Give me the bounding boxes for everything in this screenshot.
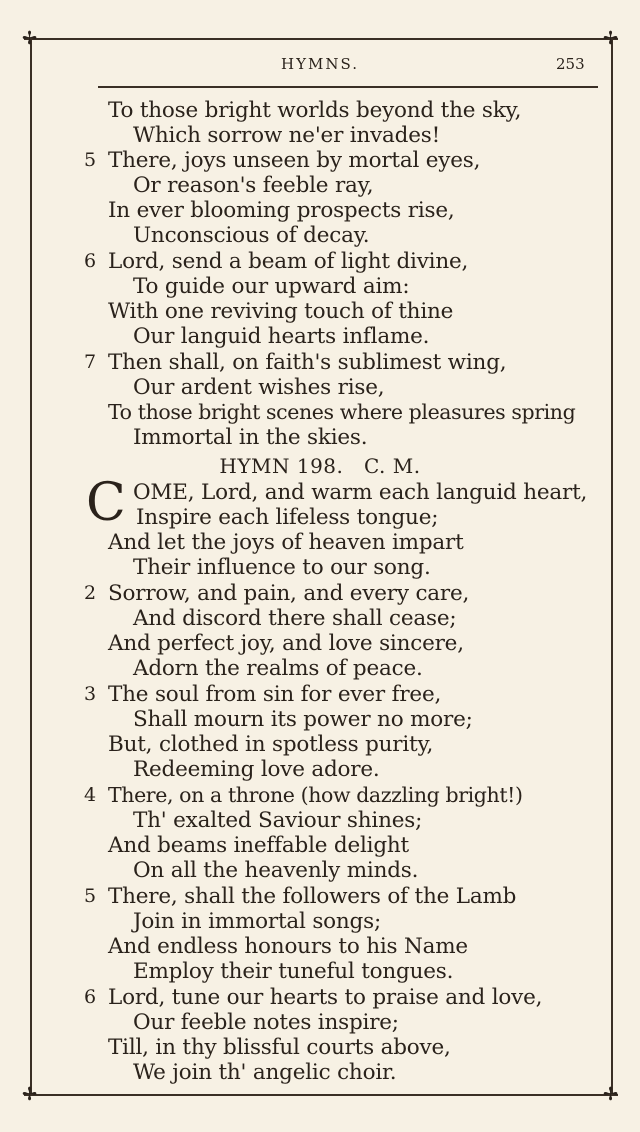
verse-line: The soul from sin for ever free,: [108, 682, 442, 707]
verse-line: There, shall the followers of the Lamb: [108, 884, 517, 909]
verse-line: OME, Lord, and warm each languid heart,: [133, 480, 588, 505]
verse-line: And let the joys of heaven impart: [108, 530, 464, 555]
bottom-border-rule: [24, 1094, 618, 1096]
verse-line: Lord, tune our hearts to praise and love,: [108, 985, 543, 1010]
verse-line: On all the heavenly minds.: [133, 858, 419, 883]
verse-number: 5: [84, 149, 97, 171]
verse-line: And discord there shall cease;: [133, 606, 457, 631]
verse-number: 2: [84, 582, 97, 604]
corner-ornament-icon: ✢: [22, 1084, 38, 1105]
verse-line: Our ardent wishes rise,: [133, 375, 385, 400]
hymn-title: HYMN 198. C. M.: [219, 454, 421, 478]
verse-line: Their influence to our song.: [133, 555, 431, 580]
verse-line: Join in immortal songs;: [133, 909, 381, 934]
verse-line: Or reason's feeble ray,: [133, 173, 374, 198]
drop-cap: C: [86, 473, 126, 533]
verse-number: 6: [84, 986, 97, 1008]
verse-line: To guide our upward aim:: [133, 274, 410, 299]
right-border-rule: [611, 40, 613, 1096]
verse-line: Redeeming love adore.: [133, 757, 380, 782]
verse-line: We join th' angelic choir.: [133, 1060, 397, 1085]
verse-number: 6: [84, 250, 97, 272]
verse-line: With one reviving touch of thine: [108, 299, 454, 324]
verse-line: Adorn the realms of peace.: [133, 656, 423, 681]
running-header-title: HYMNS.: [281, 55, 359, 73]
verse-line: And perfect joy, and love sincere,: [108, 631, 464, 656]
verse-line: Inspire each lifeless tongue;: [136, 505, 439, 530]
verse-line: There, joys unseen by mortal eyes,: [108, 148, 481, 173]
left-border-rule: [30, 40, 32, 1096]
verse-number: 7: [84, 351, 97, 373]
verse-number: 5: [84, 885, 97, 907]
top-border-rule: [24, 38, 618, 40]
verse-line: Employ their tuneful tongues.: [133, 959, 454, 984]
verse-line: Unconscious of decay.: [133, 223, 370, 248]
page-number: 253: [556, 55, 585, 73]
verse-line: Th' exalted Saviour shines;: [133, 808, 423, 833]
verse-line: Which sorrow ne'er invades!: [133, 123, 441, 148]
verse-line: There, on a throne (how dazzling bright!): [108, 783, 523, 807]
header-rule: [98, 86, 598, 88]
verse-line: Shall mourn its power no more;: [133, 707, 473, 732]
verse-line: Sorrow, and pain, and every care,: [108, 581, 470, 606]
verse-line: Immortal in the skies.: [133, 425, 368, 450]
verse-line: Lord, send a beam of light divine,: [108, 249, 469, 274]
verse-number: 3: [84, 683, 97, 705]
verse-line: And endless honours to his Name: [108, 934, 468, 959]
verse-line: But, clothed in spotless purity,: [108, 732, 434, 757]
verse-line: Our languid hearts inflame.: [133, 324, 430, 349]
verse-line: And beams ineffable delight: [108, 833, 409, 858]
verse-line: Till, in thy blissful courts above,: [108, 1035, 451, 1060]
corner-ornament-icon: ✢: [603, 1084, 619, 1105]
verse-line: Our feeble notes inspire;: [133, 1010, 399, 1035]
verse-line: To those bright worlds beyond the sky,: [108, 98, 522, 123]
verse-line: Then shall, on faith's sublimest wing,: [108, 350, 507, 375]
verse-line: To those bright scenes where pleasures spring: [108, 400, 576, 424]
corner-ornament-icon: ✢: [603, 28, 619, 49]
verse-line: In ever blooming prospects rise,: [108, 198, 455, 223]
verse-number: 4: [84, 784, 97, 806]
corner-ornament-icon: ✢: [22, 28, 38, 49]
